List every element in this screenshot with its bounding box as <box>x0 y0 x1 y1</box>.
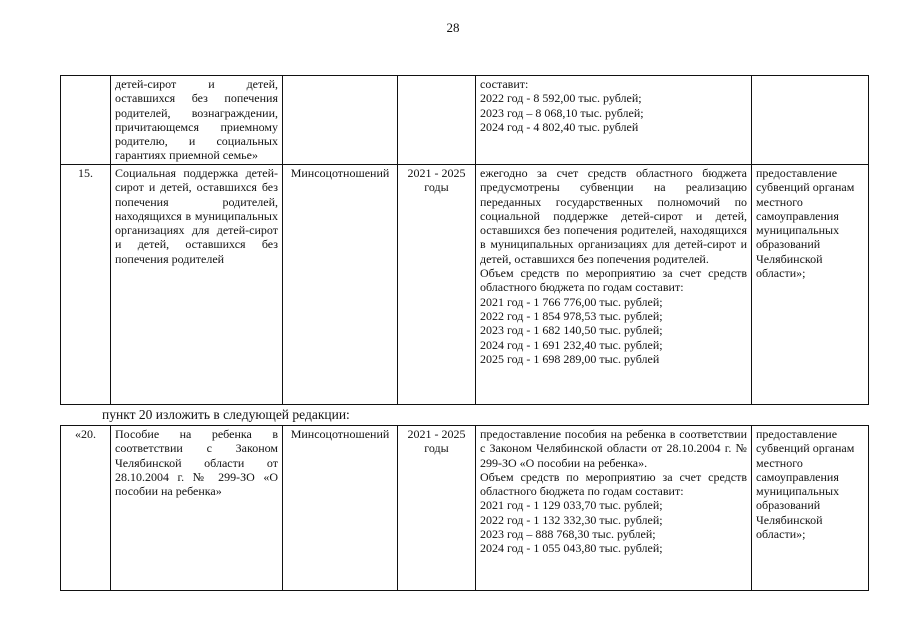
table-row <box>61 76 869 165</box>
table-row <box>61 426 869 591</box>
measure-name-cell: Социальная поддержка детей-сирот и детей, оставшихся без попечения родителей, находящихся в муниципальных организациях для детей-сирот и детей, оставшихся без попечения родителей <box>111 165 283 405</box>
result-cell: предоставление субвенций органам местного самоуправления муниципальных образований Челябинской области»; <box>752 426 869 591</box>
measure-name-cell: детей-сирот и детей, оставшихся без попечения родителей, вознаграждении, причитающемся приемному родителю, и социальных гарантиях приемной семье» <box>111 76 283 165</box>
description-cell: предоставление пособия на ребенка в соответствии с Законом Челябинской области от 28.10.2004 г. № 299-ЗО «О пособии на ребенка». Объем средств по мероприятию за счет средств областного бюджета по годам составит: 2021 год - 1 129 033,70 тыс. рублей; 2022 год - 1 132 332,30 тыс. рублей; 2023 год – 888 768,30 тыс. рублей; 2024 год - 1 055 043,80 тыс. рублей; <box>476 426 752 591</box>
description-cell: ежегодно за счет средств областного бюджета предусмотрены субвенции на реализацию переданных государственных полномочий по социальной поддержке детей-сирот и детей, оставшихся без попечения родителей, находящихся в муниципальных организациях для детей-сирот и детей, оставшихся без попечения родителей. Объем средств по мероприятию за счет средств областного бюджета по годам составит: 2021 год - 1 766 776,00 тыс. рублей; 2022 год - 1 854 978,53 тыс. рублей; 2023 год - 1 682 140,50 тыс. рублей; 2024 год - 1 691 232,40 тыс. рублей; 2025 год - 1 698 289,00 тыс. рублей <box>476 165 752 405</box>
period-cell <box>398 76 476 165</box>
result-cell: предоставление субвенций органам местного самоуправления муниципальных образований Челябинской области»; <box>752 165 869 405</box>
measures-table-1 <box>60 75 869 405</box>
executor-cell: Минсоцотношений <box>283 165 398 405</box>
measures-table-2 <box>60 425 869 591</box>
page-number: 28 <box>446 20 460 35</box>
executor-cell <box>283 76 398 165</box>
table-row <box>61 165 869 405</box>
result-cell <box>752 76 869 165</box>
description-cell: составит: 2022 год - 8 592,00 тыс. рублей; 2023 год – 8 068,10 тыс. рублей; 2024 год - 4 802,40 тыс. рублей <box>476 76 752 165</box>
row-number-cell: 15. <box>61 165 111 405</box>
period-cell: 2021 - 2025 годы <box>398 426 476 591</box>
measure-name-cell: Пособие на ребенка в соответствии с Законом Челябинской области от 28.10.2004 г. № 299-ЗО «О пособии на ребенка» <box>111 426 283 591</box>
section-instruction: пункт 20 изложить в следующей редакции: <box>102 407 350 422</box>
executor-cell: Минсоцотношений <box>283 426 398 591</box>
row-number-cell: «20. <box>61 426 111 591</box>
row-number-cell <box>61 76 111 165</box>
period-cell: 2021 - 2025 годы <box>398 165 476 405</box>
